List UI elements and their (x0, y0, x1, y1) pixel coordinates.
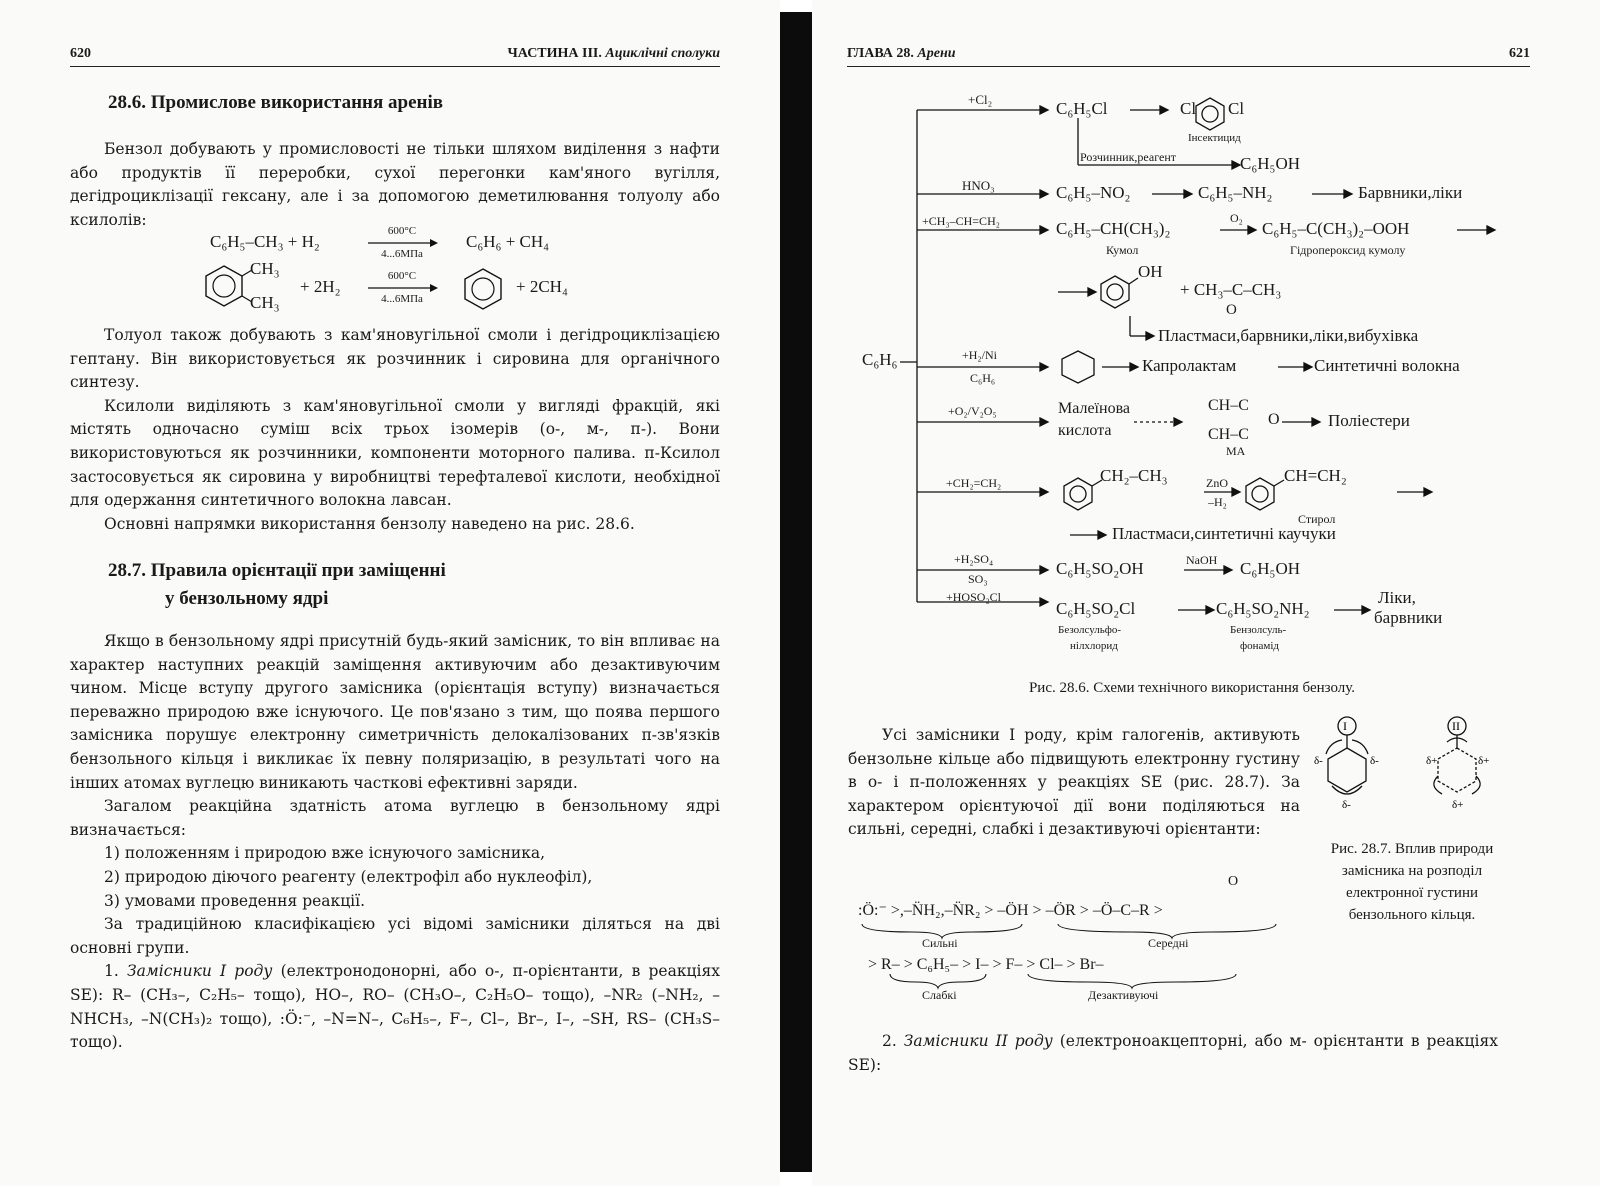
r5-product-2: Поліестери (1328, 411, 1410, 430)
r8-product-1: C₆H₅SO₂Cl (1056, 599, 1136, 618)
r6-product-2-label: Стирол (1298, 512, 1336, 526)
paragraph-8-italic: Замісники I роду (126, 962, 273, 981)
figure-28-7-rings (1302, 716, 1512, 826)
r8-product-3-line2: барвники (1374, 608, 1443, 627)
equation-1-cond-top: 600°C (387, 225, 417, 237)
r8-product-2-label-1: Бензолсуль- (1230, 624, 1287, 636)
r1-branch-label: Розчинник,реагент (1080, 150, 1176, 164)
figure-28-7-mark-2: II (1452, 719, 1460, 733)
r3-acetone: + CH₃–C–CH₃ (1180, 280, 1282, 299)
r2-product-1: C₆H₅–NO₂ (1056, 183, 1131, 202)
r5-anhydride-label: МА (1226, 444, 1246, 458)
paragraph-1: Бензол добувають у промисловості не тільки шляхом виділення з нафти або продуктів її переробки, сухої перегонки кам'яного вугілля, дегідроциклізації гексану, але і за допомогою деметилювання толуолу або ксилолів: (70, 140, 720, 229)
r1-reagent: +Cl₂ (968, 92, 993, 107)
list-item-1: 1) положенням і природою вже існуючого замісника, (104, 844, 546, 863)
r6-product-1-substituent: CH₂–CH₃ (1100, 466, 1168, 485)
r5-product-1-line1: Малеїнова (1058, 400, 1131, 417)
paragraph-4-text: Основні напрямки використання бензолу наведено на рис. 28.6. (104, 514, 635, 533)
section-28-7-title-1: 28.7. Правила орієнтації при заміщенні (108, 560, 446, 581)
r1-product-1: C₆H₅Cl (1056, 99, 1108, 118)
label-deactivating: Дезактивуючі (1088, 988, 1159, 1002)
r8-reagent: +HOSO₂Cl (946, 590, 1001, 604)
r6-condition-bottom: –H₂ (1208, 495, 1227, 509)
r7-product-1: C₆H₅SO₂OH (1056, 559, 1144, 578)
r7-product-2: C₆H₅OH (1240, 559, 1301, 578)
ring-1-delta-minus-left: δ- (1314, 755, 1323, 767)
scheme-start-benzene: C₆H₆ (862, 350, 898, 369)
r3-product-1: C₆H₅–CH(CH₃)₂ (1056, 219, 1171, 238)
left-running-head (70, 44, 720, 67)
r4-product-1: Капролактам (1142, 356, 1237, 375)
r3-uses: Пластмаси,барвники,ліки,вибухівка (1158, 326, 1419, 345)
book-gutter (780, 12, 812, 1172)
r1-product-2-cl-right: Cl (1228, 99, 1245, 118)
r3-acetone-o: O (1226, 302, 1237, 318)
section-28-6-title: 28.6. Промислове використання аренів (108, 92, 444, 113)
paragraph-10 (848, 1030, 1498, 1077)
ring-2-delta-plus-left: δ+ (1426, 755, 1438, 767)
r2-reagent: HNO₃ (962, 178, 995, 193)
xylene-ch3-bottom: CH₃ (250, 293, 280, 312)
r2-product-2: C₆H₅–NH₂ (1198, 183, 1273, 202)
left-page (0, 0, 780, 1186)
paragraph-10-italic: Замісники II роду (903, 1032, 1053, 1050)
r3-product-1-label: Кумол (1106, 243, 1139, 257)
equation-2-cond-bottom: 4...6МПа (381, 293, 423, 305)
equation-1-arrow (368, 238, 438, 248)
figure-28-7-mark-1: I (1343, 719, 1347, 733)
running-head-chapter: ГЛАВА 28. (847, 46, 914, 61)
running-head-title-right: Арени (917, 46, 956, 61)
r8-product-1-label-2: нілхлорид (1070, 640, 1118, 652)
paragraph-9: Усі замісники I роду, крім галогенів, активують бензольне кільце або підвищують електронну густину в о- і п-положеннях у реакціях SE (рис. 28.7). За характером орієнтуючої дії вони поділяються на сильні, середні, слабкі і дезактивуючі орієнтанти: (848, 726, 1300, 839)
r6-product-2-substituent: CH=CH₂ (1284, 466, 1347, 485)
series-row-2: > R– > C₆H₅– > I– > F– > Cl– > Br– (868, 956, 1104, 973)
r5-product-1-line2: кислота (1058, 422, 1112, 439)
equation-2-reagent: + 2H₂ (300, 277, 341, 296)
paragraph-8-rest: (електронодонорні, або о-, п-орієнтанти, в реакціях SE): R– (CH₃–, C₂H₅– тощо), HO–, RO– (CH₃O–, C₂H₅O– тощо), –NR₂ (–NH₂, –NHCH₃, –N(CH₃)₂ тощо), :Ö:⁻, –N=N–, C₆H₅–, F–, Cl–, Br–, I–, –SH, RS– (CH₃S– тощо). (70, 962, 720, 1052)
r5-reagent: +O₂/V₂O₅ (948, 404, 997, 418)
r4-reagent-bottom: C₆H₆ (970, 371, 996, 385)
r8-product-2-label-2: фонамід (1240, 640, 1280, 652)
figure-28-6-caption: Рис. 28.6. Схеми технічного використання бензолу. (1028, 680, 1356, 696)
r1-branch-product: C₆H₅OH (1240, 154, 1301, 173)
paragraph-2 (70, 324, 720, 536)
equation-1-cond-bottom: 4...6МПа (381, 248, 423, 260)
ring-1-delta-minus-bottom: δ- (1342, 799, 1351, 811)
r7-reagent-bottom: SO₃ (968, 572, 988, 586)
right-page-number: 621 (1509, 46, 1530, 61)
label-medium: Середні (1148, 936, 1189, 950)
list-item-3: 3) умовами проведення реакції. (104, 891, 366, 910)
ring-2-delta-plus-bottom: δ+ (1452, 799, 1464, 811)
paragraph-6-text: Загалом реакційна здатність атома вуглецю в бензольному ядрі визначається: (70, 797, 720, 839)
r6-uses: Пластмаси,синтетичні каучуки (1112, 524, 1336, 543)
r2-product-3: Барвники,ліки (1358, 183, 1463, 202)
label-weak: Слабкі (922, 988, 957, 1002)
paragraph-5-text: Якщо в бензольному ядрі присутній будь-який замісник, то він впливає на характер наступних реакцій заміщення активуючим або дезактивуючим чином. Місце вступу другого замісника (орієнтація вступу) визначається переважно природою вже існуючого. Це пов'язано з тим, що поява першого замісника порушує електронну симетричність делокалізованих π-зв'язків бензольного кільця і викликає їх певну поляризацію, в результаті чого на інших атомах вуглецю виникають часткові ефективні заряди. (70, 632, 720, 792)
benzene-ring-icon (460, 266, 506, 312)
paragraph-2-text: Толуол також добувають з кам'яновугільної смоли і дегідроциклізацією гептану. Він використовується як розчинник і сировина для органічного синтезу. (70, 326, 720, 392)
r3-product-2: C₆H₅–C(CH₃)₂–OOH (1262, 219, 1410, 238)
running-head-part: ЧАСТИНА III. (507, 46, 602, 61)
xylene-ch3-top: CH₃ (250, 259, 280, 278)
r3-phenol-oh: OH (1138, 262, 1163, 281)
r4-reagent-top: +H₂/Ni (962, 348, 997, 362)
section-28-7-title-2: у бензольному ядрі (165, 588, 329, 609)
equation-2-product: + 2CH₄ (516, 277, 568, 296)
r6-reagent: +CH₂=CH₂ (946, 476, 1002, 490)
equation-2-cond-top: 600°C (387, 270, 417, 282)
r8-product-3-line1: Ліки, (1378, 588, 1416, 607)
r5-anhydride-o: O (1268, 411, 1280, 428)
scheme-lines (812, 0, 1600, 700)
series-carbonyl-o: O (1228, 874, 1239, 889)
r7-reagent-top: +H₂SO₄ (954, 552, 994, 566)
r7-condition: NaOH (1186, 553, 1218, 567)
equation-2-arrow (368, 283, 438, 293)
r5-anhydride-top: CH–C (1208, 397, 1249, 414)
equation-1-right: C₆H₆ + CH₄ (466, 232, 550, 251)
r4-product-2: Синтетичні волокна (1314, 356, 1460, 375)
running-head-title: Ациклічні сполуки (605, 46, 720, 61)
paragraph-7-text: За традиційною класифікацією усі відомі замісники діляться на дві основні групи. (70, 915, 720, 957)
ring-2-delta-plus-right: δ+ (1478, 755, 1490, 767)
paragraph-5-block (70, 630, 720, 1055)
label-strong: Сильні (922, 936, 958, 950)
r3-product-2-label: Гідропероксид кумолу (1290, 243, 1406, 257)
list-item-2: 2) природою діючого реагенту (електрофіл або нуклеофіл), (104, 867, 593, 886)
paragraph-10-number: 2. (882, 1032, 897, 1050)
paragraph-3-text: Ксилоли виділяють з кам'яновугільної смоли у вигляді фракцій, які містять одночасно суміш всіх трьох ізомерів (о-, м-, п-). Вони використовуються як розчинники, компоненти моторного палива. п-Ксилол застосовується як сировина у виробництві терефталевої кислоти, необхідної для одержання синтетичного волокна лавсан. (70, 396, 720, 510)
left-page-number: 620 (70, 46, 91, 61)
series-row-1: :Ö:⁻ >,–N̈H₂,–N̈R₂ > –ÖH > –ÖR > –Ö–C–R > (858, 902, 1163, 919)
figure-28-7-caption: Рис. 28.7. Вплив природи замісника на розподіл електронної густини бензольного кільця. (1330, 841, 1494, 923)
left-running-title (508, 46, 721, 62)
r6-condition-top: ZnO (1206, 476, 1228, 490)
ring-1-delta-minus-right: δ- (1370, 755, 1379, 767)
r8-product-2: C₆H₅SO₂NH₂ (1216, 599, 1310, 618)
paragraph-8-text (70, 960, 720, 1054)
r1-product-2-label: Інсектицид (1188, 132, 1241, 144)
paragraph-8-number: 1. (104, 962, 119, 981)
r3-condition: O₂ (1230, 211, 1243, 225)
r5-anhydride-bottom: CH–C (1208, 426, 1249, 443)
r1-product-2-cl-left: Cl (1180, 99, 1197, 118)
equation-1-left: C₆H₅–CH₃ + H₂ (210, 232, 320, 251)
r3-reagent: +CH₃–CH=CH₂ (922, 214, 1000, 228)
r8-product-1-label-1: Безолсульфо- (1058, 624, 1122, 636)
paragraph-10-rest: (електроноакцепторні, або м- орієнтанти в реакціях SE): (848, 1032, 1498, 1074)
right-page (812, 0, 1600, 1186)
